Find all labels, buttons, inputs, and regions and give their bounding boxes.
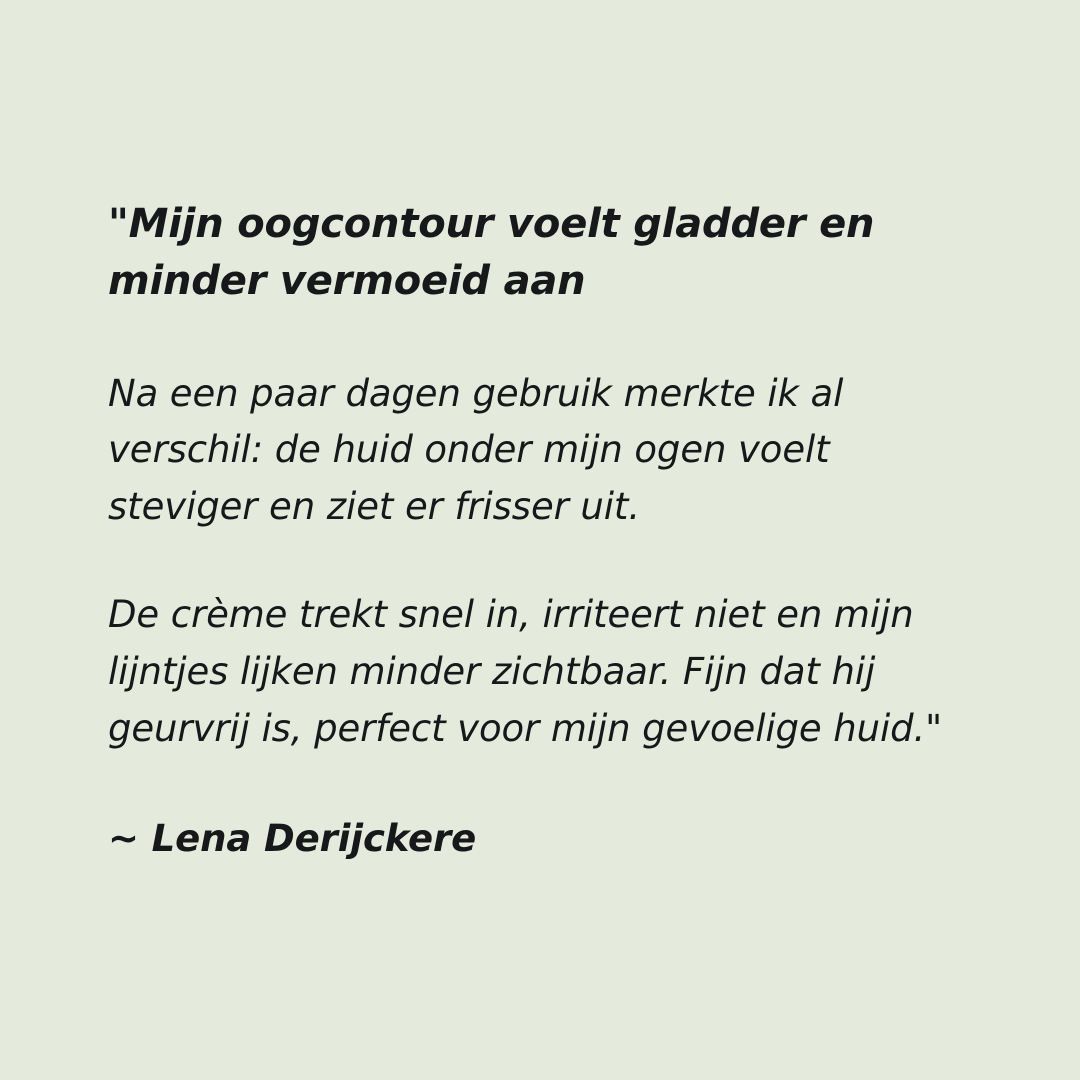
testimonial-attribution: ~ Lena Derijckere <box>108 817 477 861</box>
testimonial-block <box>108 196 968 865</box>
testimonial-headline: "Mijn oogcontour voelt gladder en minder vermoeid aan <box>108 201 875 304</box>
testimonial-paragraph-2: De crème trekt snel in, irriteert niet en mijn lijntjes lijken minder zichtbaar. Fijn dat hij geurvrij is, perfect voor mijn gevoelige huid." <box>108 593 943 750</box>
testimonial-paragraph-1: Na een paar dagen gebruik merkte ik al verschil: de huid onder mijn ogen voelt steviger en ziet er frisser uit. <box>108 371 844 528</box>
